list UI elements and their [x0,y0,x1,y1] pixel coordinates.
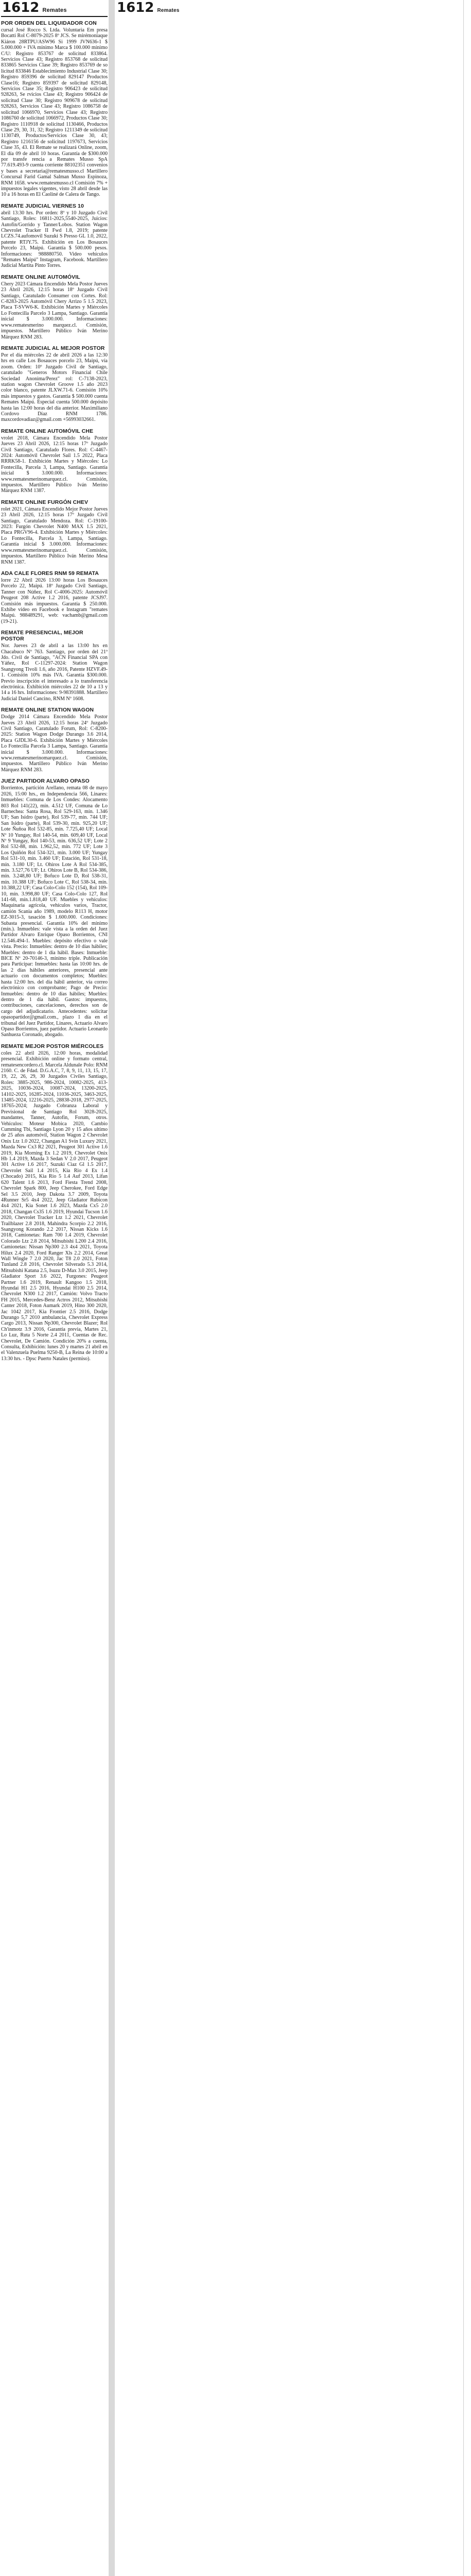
page-gutter [109,0,115,2576]
next-page-header-row [116,0,219,16]
notice [1,499,108,565]
notice-body: Por el día miércoles 22 de abril 2026 a las 12:30 hrs en calle Los Bosauces porcelo 23, Maipú, vía zoom. Orden: 10º Juzgado Civil de Santiago, caratulado "Generos Motors Financial Chile Sociedad Anonima/Perez" rol: C-7138-2023, station wagon Chevrolet Groove 1.5 año 2023 color blanco, patente JLXW.71-6. Comisión 10% más impuestos y gastos. Garantía $ 500.000 cuenta Remates Maipú. Especial cuenta 500.000 depósito hasta las 12:00 horas del día anterior. Maximiliano Cordovo Díaz RNM 1786. maxcordovadiaz@gmail.com +56993032661. [1,352,108,423]
notice-body: lorre 22 Abril 2026 13:00 horas Los Bosauces Porcelo 22, Maipú. 18º Juzgado Civil Santiago, Tanner con Núñez, Rol C-4006-2025: Automóvil Peugeot 208 Active 1.2 2016, patente JCSJ97. Comisión más impuestos. Garantía $ 250.000. Exhibe video en Facebook e Instagram "remates Maipú. 988489291, web: vachamb@gmail.com (19-21). [1,577,108,624]
notice [1,203,108,269]
notice-title: REMATE ONLINE STATION WAGON [1,707,94,714]
notice-title: ADA CALE FLORES RNM 59 REMATA [1,570,99,577]
right-page-edge [463,0,471,2576]
next-page-number: 1612 [117,0,154,15]
notice-title: REMATE MEJOR POSTOR MIÉRCOLES [1,1043,104,1049]
notice-body: Nor. Jueves 23 de abril a las 13:00 hrs en Chacabuco Nº 763. Santiago, por orden del 21º Jdo. Civil de Santiago, "ACN Financial SPA con Yáñez, Rol C-11297-2024: Station Wagon Ssangyong Tivoli 1.6, año 2016, Patente HZVF.49-1. Comisión 10% más IVA. Garantía $300.000. Previo inscripción el interesado a lo transferencia electrónica. Exhibición miércoles 22 de 10 a 13 y 14 a 16 hrs. Informaciones: 9-98391888. Martillero Judicial Daniel Cancino, RNM Nº 1608. [1,643,108,702]
next-page-header [116,0,219,18]
notice-body: coles 22 abril 2026, 12:00 horas, modalidad presencial. Exhibición online y formato central, rematesencordero.cl. Marcela Aldunale Polo: RNM 2160. C. de Fdad. D.G.A.C, 7, 8, 9, 11, 13, 15, 17, 19, 22, 26, 29, 30 Juzgados Civiles Santiago, Roles: 3885-2025, 986-2024, 10082-2025, 413-2025, 10036-2024, 10087-2024, 13200-2025, 14102-2025, 16285-2024, 11036-2025, 3463-2025, 13485-2024, 12216-2025, 28838-2018, 2977-2025, 18765-2024; Juzgado Cobranza Laboral y Previsional de Santiago Rol 3028-2025, mandantes, Tanner, Autofin, Forum, otros. Vehículos: Moteur Mobica 2020, Cambio Cumming Tbi, Santiago Lyon 20 y 15 años ultimo de 25 años automóvil, Station Wagon 2 Chevrolet Onix Ltz 1.0 2022, Changan A1 Svin Luxury 2021, Mazda New Cx3 R2 2021, Peugeot 301 Active 1.6 2019, Kia Morning Ex 1.2 2019, Chevrolet Onix Hb 1.4 2019, Mazda 3 Sedan V 2.0 2017, Peugeot 301 Active 1.6 2017, Suzuki Ciaz Gl 1.5 2017, Chevrolet Sail 1.4 2015, Kia Rio 4 Ex 1.4 (Chocado) 2015, Kia Rio 5 1.4 Auf 2013, Lifan 620 Talent 1.6 2013, Ford Fiesta Trend 2008, Chevrolet Spark 800, Jeep Cherokee, Ford Edge Sel 3.5 2010, Jeep Dakota 3.7 2009, Toyota 4Runner Sr5 4x4 2022, Jeep Gladiator Rubicon 4x4 2021, Kia Sonet 1.6 2023, Mazda Cx5 2.0 2018, Changan Cs35 1.6 2019, Hyundai Tucson 1.6 2020, Chevrolet Tracker Ltz 1.2 2021, Chevrolet Trailblazer 2.8 2018, Mahindra Scorpio 2.2 2016, Ssangyong Korando 2.2 2017, Nissan Kicks 1.6 2018, Camionetas: Ram 700 1.4 2019, Chevrolet Colorado Ltz 2.8 2014, Mitsubishi L200 2.4 2016, Camionetas: Nissan Np300 2.3 4x4 2021, Toyota Hilux 2.4 2020, Ford Ranger Xls 2.2 2014, Great Wall Wingle 7 2.0 2020, Jac T8 2.0 2021, Foton Tunland 2.8 2016, Chevrolet Silverado 5.3 2014, Mitsubishi Katana 2.5, Isuzu D-Max 3.0 2015, Jeep Gladiator Sport 3.6 2022, Furgones: Peugeot Partner 1.6 2019, Renault Kangoo 1.5 2018, Hyundai H1 2.5 2016, Hyundai H100 2.5 2014, Chevrolet N300 1.2 2017, Camión: Volvo Tracto FH 2015, Mercedes-Benz Actros 2012, Mitsubishi Canter 2018, Foton Aumark 2019, Hino 300 2020, Jac 1042 2017, Kia Frontier 2.5 2016, Dodge Durango 5,7 2010 ambulancia, Chevrolet Express Cargo 2013, Nissan Np300, Chevrolet Blazer; Rol Ch'inmotz 3.9 2016, Garantía previa, Martes 21, Lo Luz, Ruta 5 Norte 2.4 2011, Cuentas de Rec. Chevrolet, De Camión. Condición 20% a cuenta, Consulta, Exhibición: lunes 20 y martes 21 abril en el Valenzuela Puelma 9250-B, La Reina de 10:00 a 13:30 hrs. - Dpsc Puerto Natales (permiso). [1,1050,108,1362]
next-section-name: Remates [157,8,180,13]
notice [1,778,108,1038]
page-number: 1612 [2,0,40,15]
notice [1,345,108,423]
notice-title: POR ORDEN DEL LIQUIDADOR CON [1,20,97,26]
notice-body: Chery 2023 Cámara Encendido Mela Postor Jueves 23 Abril 2026, 12:15 horas 18º Juzgado Civil Santiago, Caratulado Consumer con Cortes. Rol: C-8283-2025 Automóvil Chery Arrizo 5 1.5 2023, Placa T-SVW6-K. Exhibición Martes y Miércoles Lo Fontecilla Parcelo 3 Lampa, Santiago. Garantía inicial $ 3.000.000. Informaciones: www.rematesmerino marquez.cl. Comisión, impuestos. Martillero Público Iván Merino Márquez RNM 283. [1,281,108,340]
notice-title: REMATE JUDICIAL AL MEJOR POSTOR [1,345,105,351]
notice-body: Borrientos, partición Arellano, remata 08 de mayo 2026, 15:00 hrs., en Independencia 566, Linares: Inmuebles: Comuna de Los Condes: Alocamento 803 Rol 141(22), mín. 4.512 UF, Comuna de Lo Barnechea: Santa Rosa, Rol 529-163, mín. 1.346 UF; San Isidro (parte), Rol 539-77, mín. 744 UF; San Isidro (parte), Rol 539-30, mín. 925,20 UF; Lote Ñuñoa Rol 532-85, mín. 7.725,40 UF; Local Nº 10 Yungay, Rol 140-54, mín. 609,40 UF, Local Nº 9 Yungay, Rol 140-53, mín. 636,52 UF; Lote 2 Rol 532-88, mín. 1.962,52, mín. 772 UF; Lote 3 Los Quiñón Rol 534-321, mín. 3.000 UF; Yungay Rol 531-10, mín. 3.460 UF; Estación, Rol 531-18, mín. 3.180 UF; Lt. Ohiros Lote A Rol 534-385, mín. 3.527,76 UF; Lt. Ohiros Lote B, Rol 534-386, mín. 3.248,80 UF; Bofuco Lote D, Rol 538-31, mín. 10.388 UF; Bofuco Lote C, Rol 538-34, mín. 10.388,22 UF; Casa Colo-Colo 152 (154), Rol 109-10, mín. 3.998,80 UF; Casa Colo-Colo 127, Rol 141-68, mín.1.818,40 UF. Muebles y vehículos: Maquinaria agrícola, vehículos varios, Tractor, camión Scania año 1989, modelo R113 H, motor EZ-3015-3, tasación $ 1.600.000. Condiciones: Subasta presencial. Garantía 10% del mínimo (mín.). Inmuebles: vale vista a la orden del Juez Partidor Alvaro Enrique Opaso Borrientos, CNI 12.546.494-1. Muebles: depósito efectivo o vale vista. Precio: Inmuebles: dentro de 10 días hábiles; Muebles: dentro de 1 día hábil. Bases: Inmueble: BICE Nº 20-70146-3, mínimo triple. Publicación para Participar: Inmuebles: hasta las 10:00 hrs. de las 2 días hábiles anteriores, presencial ante actuario con documentos completos; Muebles: hasta 12:00 hrs. del día hábil anterior, vía correo electrónico con comprobante; Pago de Precio: Inmuebles: dentro de 10 días hábiles; Muebles: dentro de 1 día hábil. Gastos: impuestos, contribuciones, cancelaciones, derechos son de cargo del adjudicatario. Antecedentes: solicitar opasopartidor@gmail.com., plazo 1 día en el tribunal del Juez Partidor, Linares, Actuario Alvaro Opaso Borrientos, juez partidor. Actuario Leonardo Sanhueza Coronado, abogado. [1,785,108,1038]
section-name: Remates [42,7,67,13]
notice [1,630,108,702]
notice-title: REMATE ONLINE AUTOMÓVIL CHE [1,428,94,434]
notice [1,20,108,198]
notice-body: vrolet 2018, Cámara Encendido Mela Postor Jueves 23 Abril 2026, 12:15 horas 17º Juzgado Civil Santiago, Caratulado Flores. Rol: C-4467-2024: Automóvil Chevrolet Sail 1.5 2022, Placa RRRK58-1. Exhibición Martes y Miércoles: Lo Fontecilla, Parcela 3, Lampa, Santiago. Garantía inicial $ 3.000.000. Informaciones: www.rematesmerinomarquez.cl. Comisión, impuestos. Martillero Público Iván Merino Márquez RNM 1387. [1,435,108,494]
notice [1,274,108,340]
notice-title: REMATE ONLINE FURGÓN CHEV [1,499,89,505]
notice [1,428,108,494]
notice [1,570,108,624]
notice [1,1043,108,1362]
page-header [1,0,108,17]
notice-title: REMATE PRESENCIAL, MEJOR POSTOR [1,630,83,642]
notice-body: rolet 2021, Cámara Encendido Mejor Postor Jueves 23 Abril 2026, 12:15 horas 17º Juzgado Civil Santiago, Caratulado Mendoza. Rol: C-19100-2023: Furgón Chevrolet N400 MAX 1.5 2021, Placa PRGV96-4. Exhibición Martes y Miércoles: Lo Fontecilla, Parcela 3, Lampa, Santiago. Garantía inicial $ 3.000.000. Informaciones: www.rematesmerinomarquez.cl. Comisión, impuestos. Martillero Público Iván Merino Mesa RNM 1387. [1,506,108,565]
classifieds-column [1,0,108,2576]
notice-title: JUEZ PARTIDOR ALVARO OPASO [1,778,90,785]
notice-title: REMATE JUDICIAL VIERNES 10 [1,202,84,209]
notice-body: cursal José Rocco S. Ltda. Voluntaria Em presa Bocatti Rol C-8079-2025 8º JCS. Se mirémoniaque Kiáron 28RTPU/ASW96 Si 1999 JVN636-1 $ 5.000.000 + IVA mínimo Marca $ 100.000 mínimo C/U: Registro 853767 de solicitud 833864. Servicios Clase 43; Registro 853768 de solicitud 833865 Servicios Clase 39; Registro 853769 de so licitud 833846 Establecimiento Industrial Clase 30; Registro 859396 de solicitud 829147 Productos Clase16; Registro 859397 de solicitud 829148, Servicios Clase 35; Registro 906423 de solicitud 928263, Se rvicios Clase 43; Registro 906424 de solicitud Clase 30; Registro 909678 de solicitud 928263, Servicios Clase 43; Registro 1086758 de solicitud 1066970, Servicios Clase 43; Registro 1086760 de solicitud 1066972, Productos Clase 30; Registro 1110918 de solicitud 1130466, Productos Clase 29, 30, 31, 32; Registro 1211349 de solicitud 1130749, Productos/Servicios Clase 30, 43; Registro 1216156 de solicitud 1197673, Servicios Clase 35, 43. El Remate se realizará Online, zoom, El día 09 de abril 10 horas. Garantía de $300.000 por transfe rencia a Remates Musso SpA 77.619.493-9 cuenta corriente 88102351 convenios y bases a secretaria@rematesmusso.cl Martillero Concursal Farid Gamal Salman Musso Espinoza, RNM 1658. www.rematesmusso.cl Comisión 7% + impuestos legales vigentes, visto 28 abril desde las 10 a 16 horas en El Caoliné de Calera de Tango. [1,27,108,198]
notice-title: REMATE ONLINE AUTOMÓVIL [1,274,80,280]
notice-body: Dodge 2014 Cámara Encendido Mela Postor Jueves 23 Abril 2026, 12:15 horas 24º Juzgado Civil Santiago, Caratulado Forum, Rol: C-8200-2025: Station Wagon Dodge Durango 3.6 2014, Placa GJDL30-6. Exhibición Martes y Miércoles Lo Fontecilla Parcela 3 Lampa, Santiago. Garantía inicial $ 3.000.000. Informaciones: www.rematesmerinomarquez.cl. Comisión, impuestos. Martillero Público Iván Merino Márquez RNM 283. [1,714,108,773]
notice-body: abril 13:30 hrs. Por orden: 8º y 10 Juzgado Civil Santiago, Roles: 16811-2025,5540-2025, Juicios: Autofin/Gorrido y Tanner/Lobos. Station Wagon Chevrolet Tracker II Fwd 1.8, 2019; patente LCZS.74.aufomovil Suzuki S Presso GL 1.0, 2022, patente RTJY.75. Exhibición en Los Bosauces Porcelo 23, Maipú. Garantía $ 500.000 pesos. Informaciones: 988880750. Video vehículos "Remates Maipú" Instagram, Facebook. Martillero Judicial Martita Pinto Torres. [1,210,108,269]
notice [1,707,108,773]
